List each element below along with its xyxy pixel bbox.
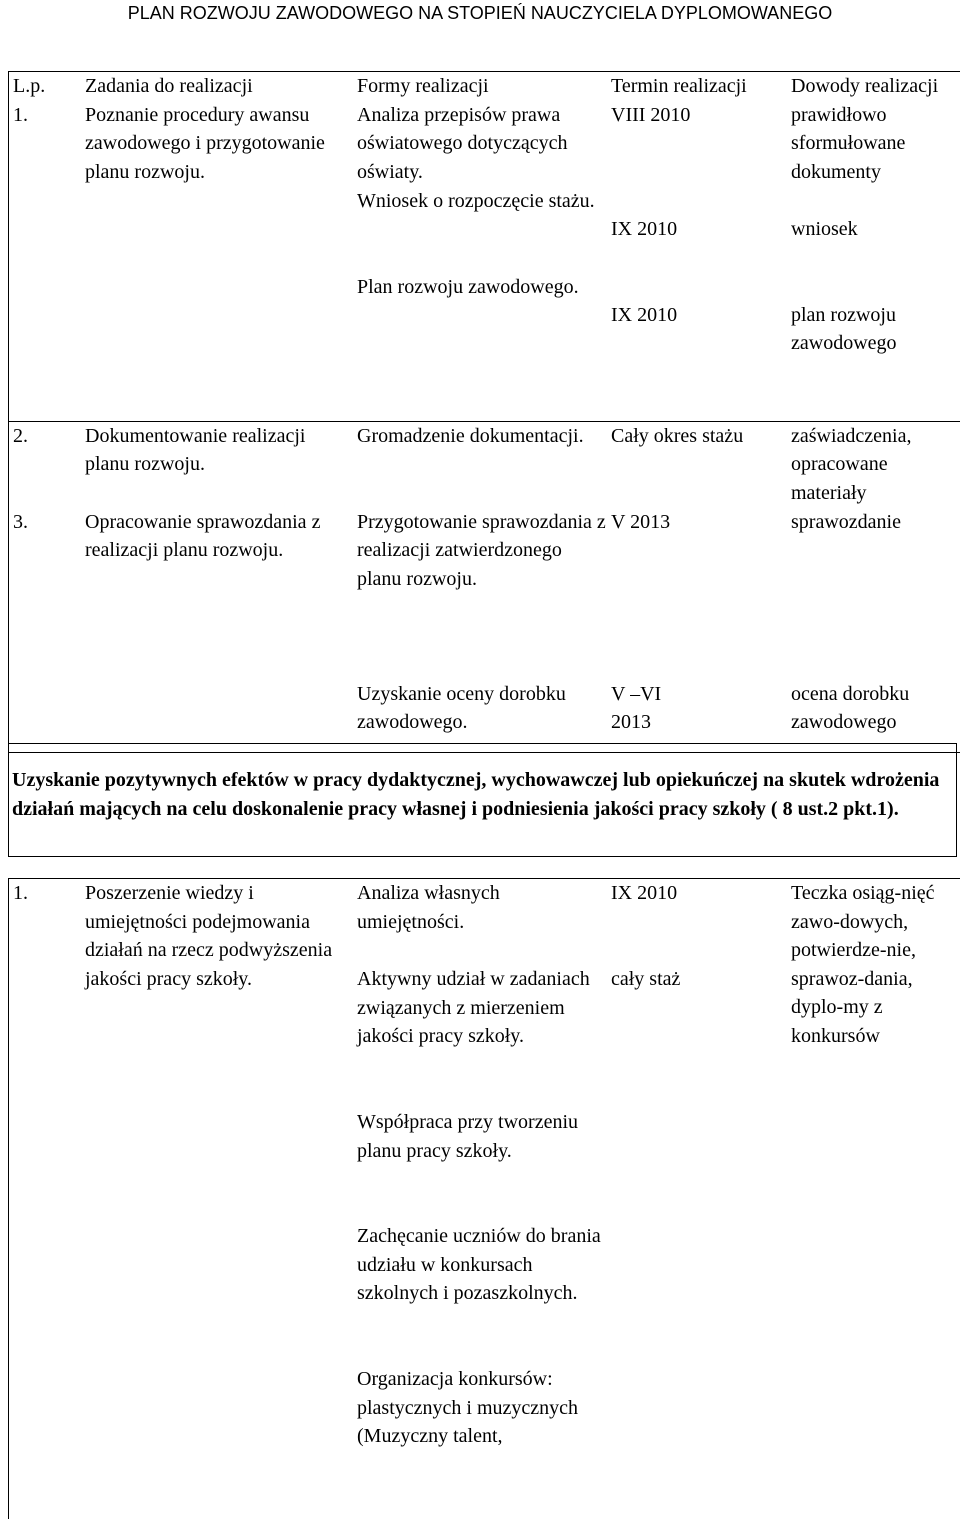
header-term: Termin realizacji [611,72,791,101]
term-item: V 2013 [611,508,791,680]
plan-table [8,71,960,753]
form-item: Zachęcanie uczniów do brania udziału w konkursach szkolnych i pozaszkolnych. [357,1222,611,1365]
evidence-item: ocena dorobku zawodowego [791,680,960,737]
row-lp [9,421,86,752]
row-forms [351,421,611,752]
row-lp: 1. [9,101,86,422]
form-item: Aktywny udział w zadaniach związanych z mierzeniem jakości pracy szkoły. [357,965,611,1108]
term-item: IX 2010 [611,215,791,301]
term-item: Cały okres stażu [611,422,791,508]
requirement-title: Uzyskanie pozytywnych efektów w pracy dydaktycznej, wychowawczej lub opiekuńczej na skutek wdrożenia działań mających na celu doskonalenie pracy własnej i podniesienia jakości pracy szkoły ( 8 ust.2 pkt.1). [8,766,947,823]
row-lp: 1. [9,879,86,1519]
task-item: Opracowanie sprawozdania z realizacji planu rozwoju. [85,508,351,565]
row-task [85,421,351,752]
row-terms [611,101,791,422]
evidence-item: zaświadczenia, opracowane materiały [791,422,960,508]
lp-item: 2. [13,422,85,508]
task-item: Dokumentowanie realizacji planu rozwoju. [85,422,351,508]
evidence-item: sprawozdanie [791,508,960,680]
plan-table-2 [8,878,960,1519]
row-forms [351,101,611,422]
row-forms [351,879,611,1519]
term-item: IX 2010 [611,879,791,965]
form-item: Analiza przepisów prawa oświatowego dotyczących oświaty. [357,101,611,187]
table-header-row [9,72,960,101]
row-terms [611,879,791,1519]
form-item: Plan rozwoju zawodowego. [357,273,611,302]
row-terms [611,421,791,752]
row-task: Poszerzenie wiedzy i umiejętności podejmowania działań na rzecz podwyższenia jakości pracy szkoły. [85,879,351,1519]
form-item: Współpraca przy tworzeniu planu pracy szkoły. [357,1108,611,1222]
form-item: Gromadzenie dokumentacji. [357,422,611,508]
header-lp: L.p. [9,72,86,101]
lp-item: 3. [13,508,85,537]
header-forms: Formy realizacji [351,72,611,101]
term-item: cały staż [611,965,791,994]
header-tasks: Zadania do realizacji [85,72,351,101]
row-task: Poznanie procedury awansu zawodowego i przygotowanie planu rozwoju. [85,101,351,422]
table-row [9,101,960,422]
form-item: Wniosek o rozpoczęcie stażu. [357,187,611,273]
header-evidence: Dowody realizacji [791,72,960,101]
form-item: Analiza własnych umiejętności. [357,879,611,965]
term-item: IX 2010 [611,301,791,330]
evidence-item: prawidłowo sformułowane dokumenty [791,101,960,215]
page-header: PLAN ROZWOJU ZAWODOWEGO NA STOPIEŃ NAUCZYCIELA DYPLOMOWANEGO [0,2,960,24]
table-row [9,421,960,752]
term-item: V –VI 2013 [611,680,691,737]
form-item: Przygotowanie sprawozdania z realizacji zatwierdzonego planu rozwoju. [357,508,611,680]
table-row [9,879,960,1519]
form-item: Organizacja konkursów: plastycznych i muzycznych (Muzyczny talent, [357,1365,611,1451]
evidence-item: wniosek [791,215,960,301]
form-item: Uzyskanie oceny dorobku zawodowego. [357,680,611,737]
evidence-item: plan rozwoju zawodowego [791,301,960,358]
term-item: VIII 2010 [611,101,791,215]
row-evidence [791,101,960,422]
row-evidence [791,421,960,752]
row-evidence: Teczka osiąg-nięć zawo-dowych, potwierdze-nie, sprawoz-dania, dyplo-my z konkursów [791,879,960,1519]
